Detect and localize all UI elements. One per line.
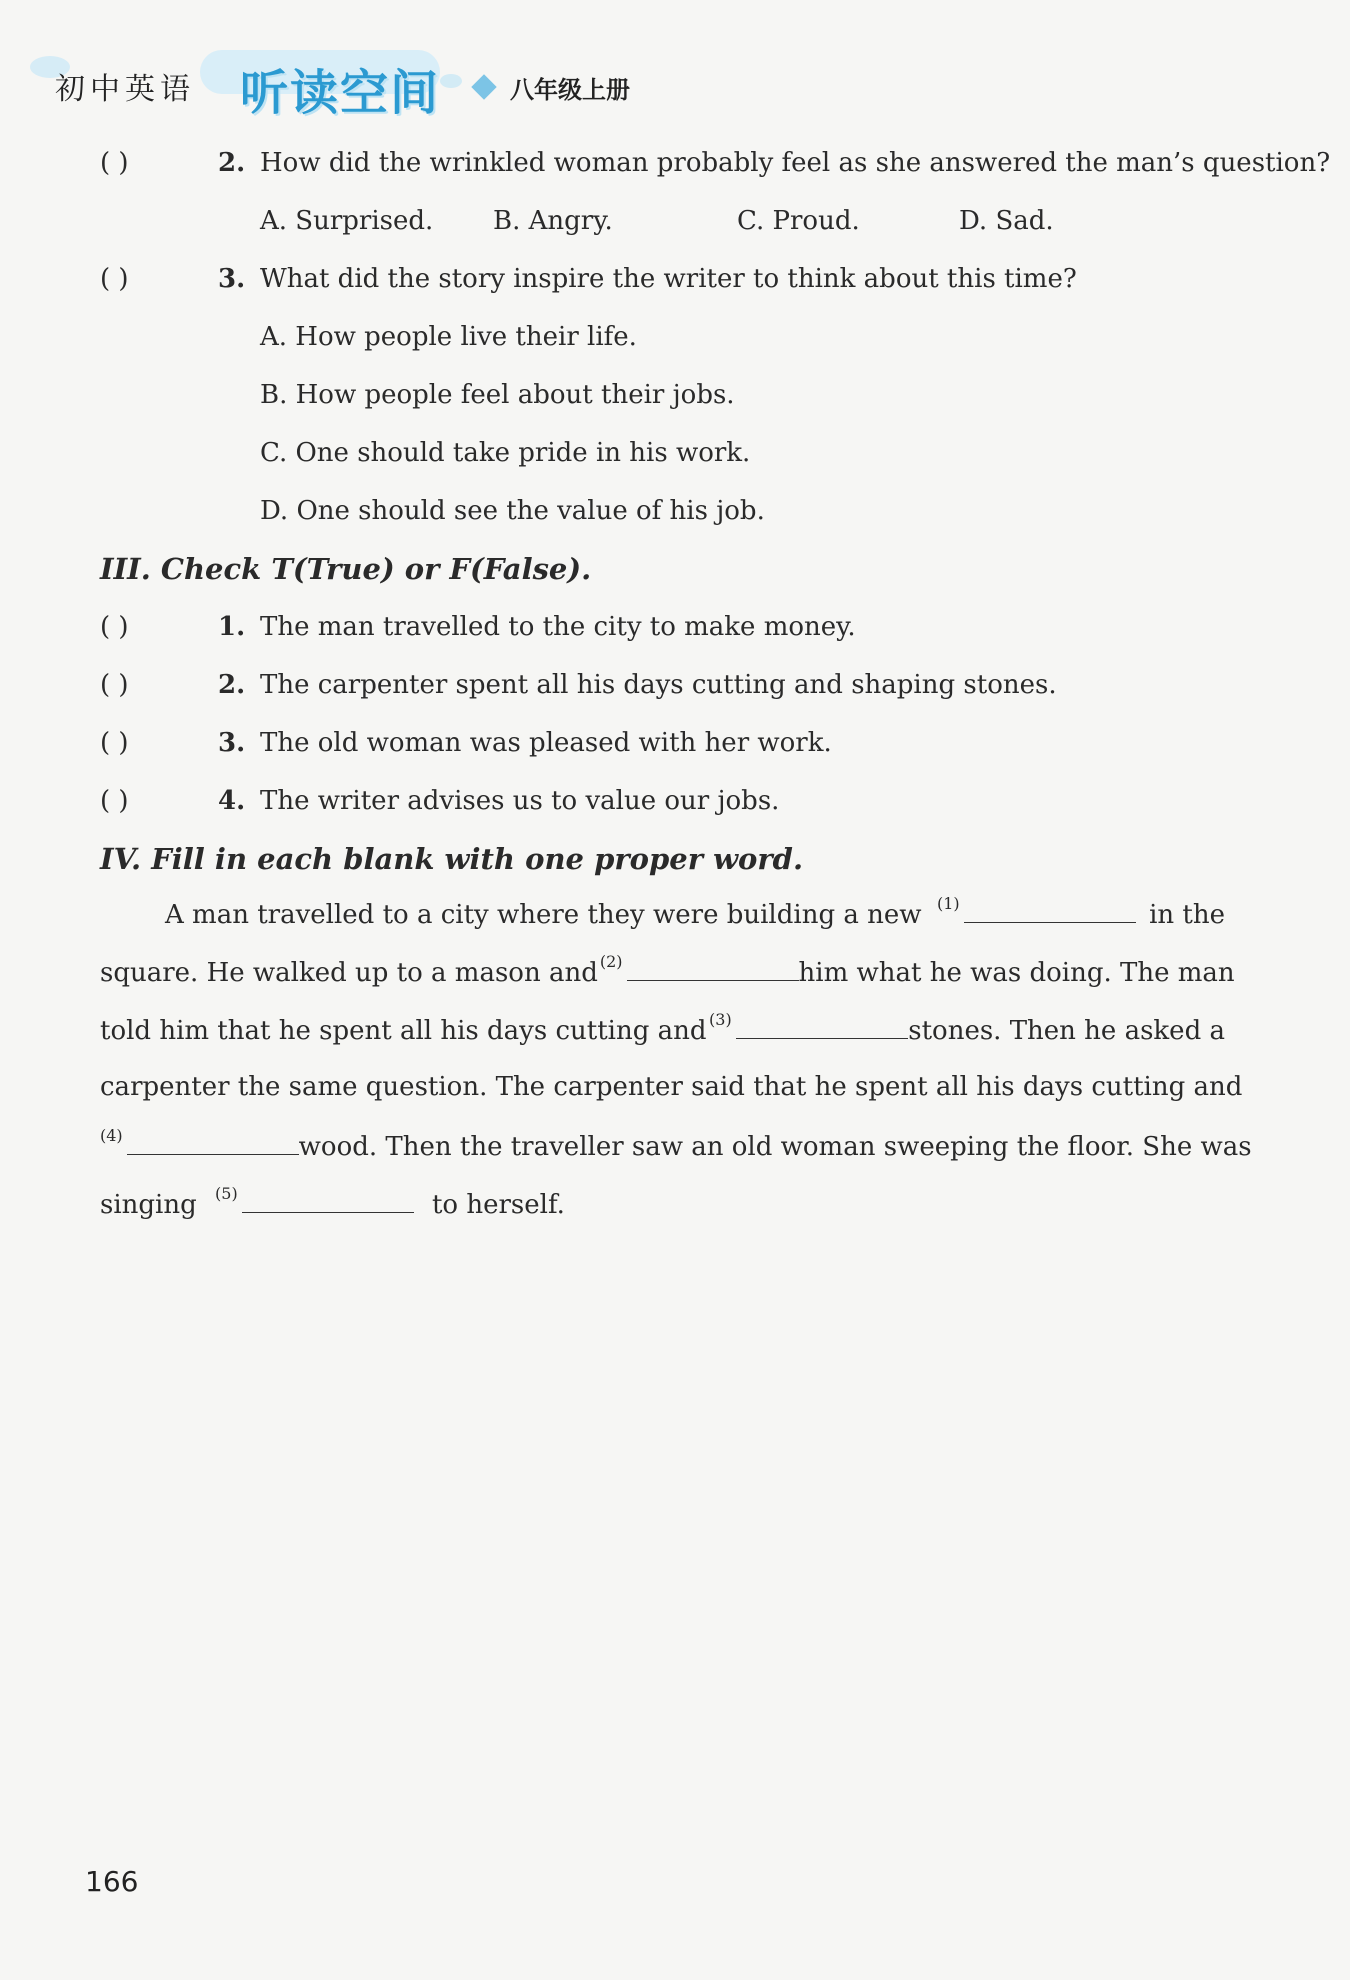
passage-line [100, 1010, 1225, 1054]
passage-line [100, 1184, 1225, 1228]
blank-number: (2) [599, 952, 623, 971]
statement-text: The old woman was pleased with her work. [260, 728, 832, 758]
passage-text: carpenter the same question. The carpenter said that he spent all his days cutting and [100, 1072, 1243, 1102]
blank-5[interactable] [242, 1188, 414, 1213]
passage-line [100, 1126, 1252, 1170]
answer-parenthesis[interactable]: ( ) [100, 786, 129, 816]
passage-line [100, 1072, 1243, 1112]
passage-text: square. He walked up to a mason and [100, 958, 598, 988]
passage-line [100, 952, 1235, 996]
blank-4-group [100, 1126, 299, 1162]
question-number: 2. [218, 148, 246, 178]
blank-5-group [205, 1184, 422, 1220]
blank-3-group [707, 1010, 908, 1046]
answer-parenthesis[interactable]: ( ) [100, 264, 129, 294]
passage-text: stones. Then he asked a [908, 1016, 1225, 1046]
item-number: 3. [218, 728, 246, 758]
answer-parenthesis[interactable]: ( ) [100, 670, 129, 700]
diamond-icon [471, 74, 496, 99]
passage-text: told him that he spent all his days cutting and [100, 1016, 707, 1046]
option-c: C. Proud. [737, 206, 860, 236]
page-header [30, 48, 1320, 128]
passage-text: him what he was doing. The man [798, 958, 1235, 988]
option-d: D. Sad. [959, 206, 1054, 236]
blank-number: (4) [100, 1126, 123, 1145]
answer-parenthesis[interactable]: ( ) [100, 148, 129, 178]
blank-number: (5) [215, 1184, 238, 1203]
item-number: 2. [218, 670, 246, 700]
passage-text: in the [1149, 900, 1225, 930]
question-number: 3. [218, 264, 246, 294]
section-title-iv: IV. Fill in each blank with one proper word. [100, 842, 804, 876]
blank-4[interactable] [127, 1130, 299, 1155]
blank-3[interactable] [736, 1014, 908, 1039]
blank-1[interactable] [964, 898, 1136, 923]
question-text: How did the wrinkled woman probably feel as she answered the man’s question? [260, 148, 1331, 178]
series-logo: 听读空间 [240, 65, 441, 121]
passage-text: singing [100, 1190, 197, 1220]
section-title-iii: III. Check T(True) or F(False). [100, 552, 592, 586]
option-b: B. Angry. [493, 206, 613, 236]
page-number: 166 [85, 1865, 139, 1898]
blank-2[interactable] [627, 956, 799, 981]
item-number: 1. [218, 612, 246, 642]
blank-number: (3) [709, 1010, 732, 1029]
option-a: A. Surprised. [260, 206, 434, 236]
passage-text: A man travelled to a city where they were building a new [165, 900, 922, 930]
passage-text: wood. Then the traveller saw an old woman sweeping the floor. She was [298, 1132, 1252, 1162]
header-decoration [440, 74, 462, 88]
answer-parenthesis[interactable]: ( ) [100, 728, 129, 758]
option-b: B. How people feel about their jobs. [260, 380, 735, 410]
answer-parenthesis[interactable]: ( ) [100, 612, 129, 642]
option-c: C. One should take pride in his work. [260, 438, 751, 468]
question-text: What did the story inspire the writer to think about this time? [260, 264, 1077, 294]
statement-text: The man travelled to the city to make money. [260, 612, 856, 642]
passage-text: to herself. [431, 1190, 565, 1220]
blank-1-group [935, 894, 1136, 930]
statement-text: The carpenter spent all his days cutting and shaping stones. [260, 670, 1057, 700]
item-number: 4. [218, 786, 246, 816]
statement-text: The writer advises us to value our jobs. [260, 786, 780, 816]
grade-label: 八年级上册 [510, 76, 630, 104]
blank-2-group [598, 952, 799, 988]
blank-number: (1) [936, 894, 960, 913]
option-d: D. One should see the value of his job. [260, 496, 765, 526]
option-a: A. How people live their life. [260, 322, 637, 352]
series-title: 初中英语 [55, 72, 195, 107]
passage-line [100, 894, 1225, 938]
